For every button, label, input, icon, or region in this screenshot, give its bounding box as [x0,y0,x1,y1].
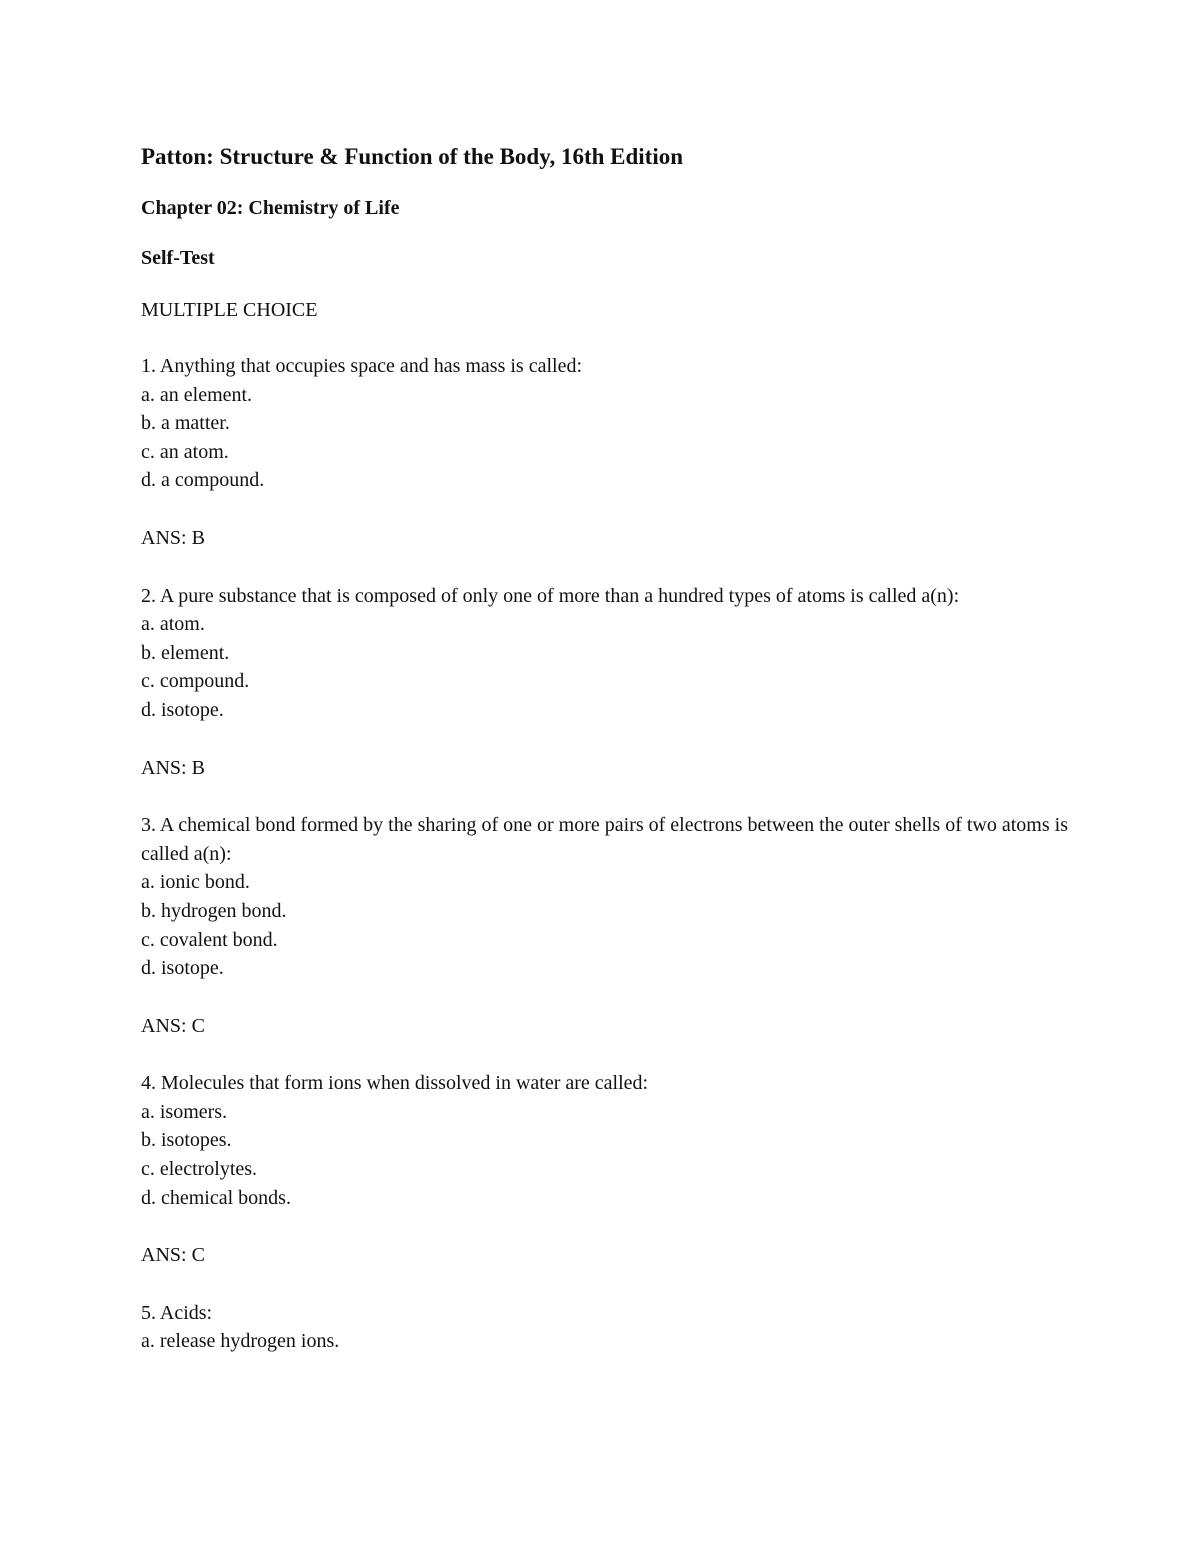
answer-option: c. electrolytes. [141,1158,258,1181]
question-stem: 2. A pure substance that is composed of only one of more than a hundred types of atoms is called a(n): [141,584,960,607]
question-item [141,352,1071,553]
answer-option: a. isomers. [141,1100,228,1123]
answer-key: ANS: B [141,756,205,779]
question-item [141,582,1071,783]
page-content [141,140,1071,1356]
question-stem: 4. Molecules that form ions when dissolved in water are called: [141,1072,649,1095]
answer-option: b. a matter. [141,412,230,435]
question-item [141,1299,1071,1356]
question-list [141,352,1071,1356]
answer-option: a. release hydrogen ions. [141,1330,340,1353]
question-item [141,1069,1071,1270]
question-stem: 1. Anything that occupies space and has mass is called: [141,355,583,377]
answer-option: b. element. [141,641,230,664]
answer-option: c. an atom. [141,440,229,463]
subsection-heading: MULTIPLE CHOICE [141,299,318,321]
question-item [141,811,1071,1040]
answer-option: c. covalent bond. [141,928,278,951]
answer-option: a. an element. [141,383,253,406]
answer-option: d. isotope. [141,957,224,980]
answer-key: ANS: C [141,1244,205,1267]
answer-option: d. isotope. [141,698,224,721]
answer-key: ANS: B [141,526,205,549]
answer-option: d. chemical bonds. [141,1186,291,1209]
question-stem: 3. A chemical bond formed by the sharing of one or more pairs of electrons between the outer shells of two atoms is called a(n): [141,814,1068,865]
question-stem: 5. Acids: [141,1301,213,1324]
answer-option: d. a compound. [141,469,265,492]
book-title: Patton: Structure & Function of the Body, 16th Edition [141,144,684,169]
answer-option: b. hydrogen bond. [141,899,287,922]
chapter-heading: Chapter 02: Chemistry of Life [141,197,400,219]
section-heading: Self-Test [141,247,215,269]
answer-option: a. ionic bond. [141,871,250,894]
answer-option: a. atom. [141,613,205,636]
answer-key: ANS: C [141,1014,205,1037]
answer-option: c. compound. [141,670,250,693]
answer-option: b. isotopes. [141,1129,232,1152]
